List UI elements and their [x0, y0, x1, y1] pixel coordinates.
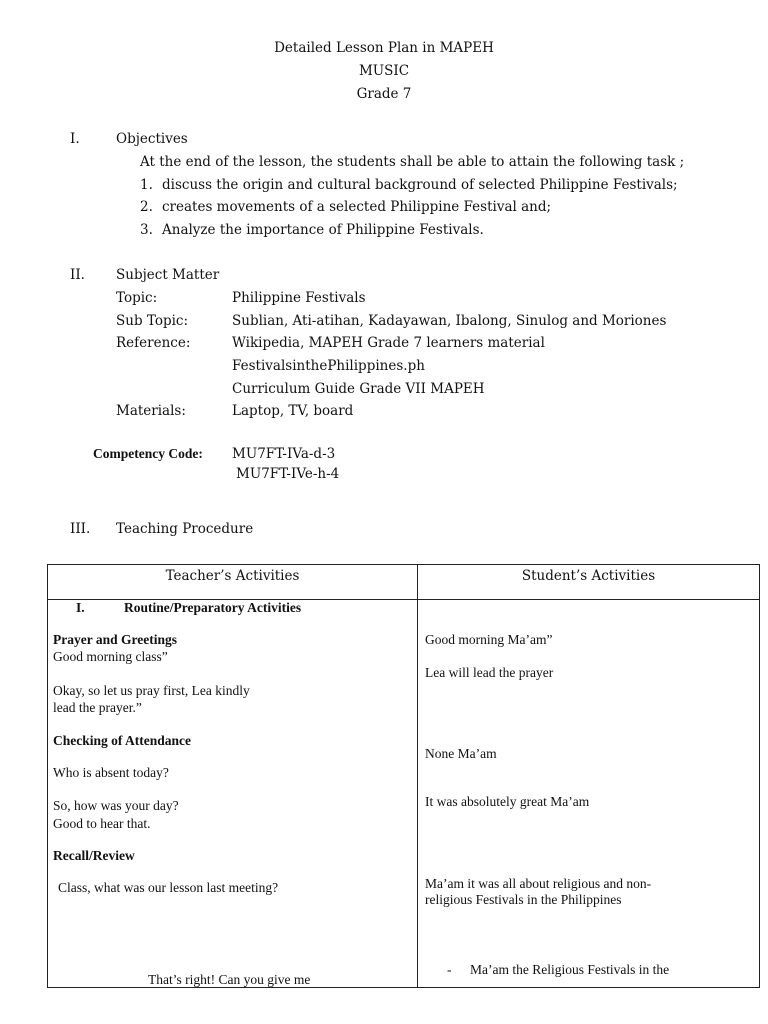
subject-matter-heading: Subject Matter: [116, 267, 220, 283]
student-line: None Ma’am: [425, 746, 497, 761]
materials-label: Materials:: [116, 403, 186, 419]
objective-number: 2.: [140, 199, 153, 215]
activities-table: [47, 564, 760, 988]
prayer-heading: Prayer and Greetings: [53, 632, 177, 647]
student-line: Ma’am the Religious Festivals in the: [470, 962, 670, 977]
teacher-line: Okay, so let us pray first, Lea kindly: [53, 683, 250, 698]
section-numeral: I.: [76, 600, 85, 615]
subtopic-label: Sub Topic:: [116, 313, 189, 329]
topic-label: Topic:: [116, 290, 158, 306]
teacher-line: lead the prayer.”: [53, 700, 142, 715]
column-divider: [417, 565, 418, 987]
teacher-activities-header: Teacher’s Activities: [165, 568, 300, 584]
teacher-line: That’s right! Can you give me: [148, 972, 311, 987]
section-title: Routine/Preparatory Activities: [124, 600, 302, 615]
competency-label: Competency Code:: [93, 446, 203, 461]
teacher-line: Good to hear that.: [53, 816, 151, 831]
topic-value: Philippine Festivals: [232, 290, 366, 306]
objective-number: 1.: [140, 177, 153, 193]
objective-text: creates movements of a selected Philippine Festival and;: [162, 199, 552, 215]
teacher-line: Good morning class”: [53, 649, 168, 664]
competency-code: MU7FT-IVa-d-3: [232, 446, 336, 462]
procedure-numeral: III.: [70, 521, 91, 537]
subtopic-value: Sublian, Ati-atihan, Kadayawan, Ibalong, Sinulog and Moriones: [232, 313, 667, 329]
document-subject: MUSIC: [358, 63, 410, 79]
student-activities-header: Student’s Activities: [521, 568, 656, 584]
student-line: Good morning Ma’am”: [425, 632, 553, 647]
reference-item: Wikipedia, MAPEH Grade 7 learners material: [232, 335, 545, 351]
procedure-heading: Teaching Procedure: [116, 521, 254, 537]
document-grade: Grade 7: [356, 86, 412, 102]
teacher-line: Class, what was our lesson last meeting?: [58, 880, 279, 895]
competency-code: MU7FT-IVe-h-4: [236, 466, 340, 482]
objectives-numeral: I.: [70, 131, 80, 147]
student-bullet-dash: -: [447, 962, 452, 977]
attendance-heading: Checking of Attendance: [53, 733, 191, 748]
teacher-line: Who is absent today?: [53, 765, 169, 780]
student-line: It was absolutely great Ma’am: [425, 794, 590, 809]
recall-heading: Recall/Review: [53, 848, 135, 863]
subject-matter-numeral: II.: [70, 267, 85, 283]
objectives-intro: At the end of the lesson, the students shall be able to attain the following task ;: [140, 154, 685, 170]
materials-value: Laptop, TV, board: [232, 403, 354, 419]
objective-text: discuss the origin and cultural background of selected Philippine Festivals;: [162, 177, 678, 193]
objective-number: 3.: [140, 222, 153, 238]
student-line: Lea will lead the prayer: [425, 665, 554, 680]
student-line: Ma’am it was all about religious and non-: [425, 876, 652, 891]
student-line: religious Festivals in the Philippines: [425, 892, 622, 907]
objective-text: Analyze the importance of Philippine Festivals.: [162, 222, 484, 238]
teacher-line: So, how was your day?: [53, 798, 179, 813]
objectives-heading: Objectives: [116, 131, 188, 147]
reference-label: Reference:: [116, 335, 191, 351]
reference-item: FestivalsinthePhilippines.ph: [232, 358, 425, 374]
reference-item: Curriculum Guide Grade VII MAPEH: [232, 381, 485, 397]
document-title: Detailed Lesson Plan in MAPEH: [274, 40, 494, 56]
